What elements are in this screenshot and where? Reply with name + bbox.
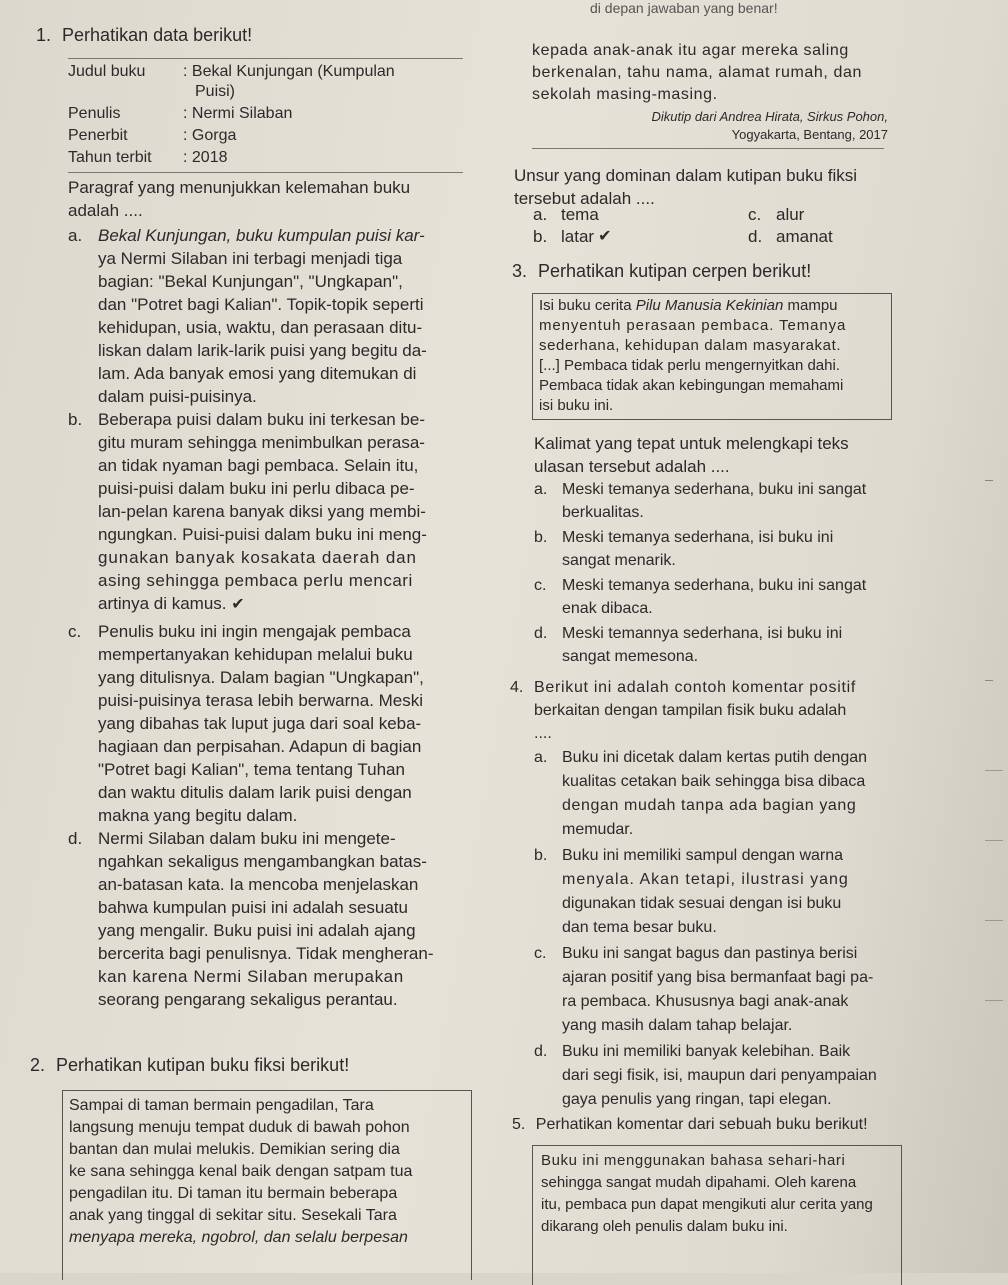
q1-option-d[interactable]: d. Nermi Silaban dalam buku ini mengete- ngahkan sekaligus mengambangkan batas- an-batasan kata. Ia mencoba menjelaskan bahwa kumpulan puisi ini adalah sesuatu yang mengalir. Buku puisi ini adalah ajang bercerita bagi penulisnya. Tidak mengheran- kan karena Nermi Silaban merupakan seorang pengarang sekaligus perantau.: [68, 829, 434, 1009]
q4-question: 4. Berikut ini adalah contoh komentar positif berkaitan dengan tampilan fisik buku adalah ....: [510, 676, 910, 745]
q4-number: 4.: [510, 679, 524, 696]
q2-options: [533, 204, 908, 248]
q5-number: 5.: [512, 1116, 526, 1133]
info-row-author: Penulis : Nermi Silaban: [68, 105, 293, 122]
q1-prompt: Perhatikan data berikut!: [62, 25, 253, 45]
q3-option-a[interactable]: a. Meski temanya sederhana, buku ini sangat berkualitas.: [534, 481, 867, 521]
q1-options: [68, 224, 488, 1011]
q3-options: [534, 478, 924, 668]
q4-option-a[interactable]: a. Buku ini dicetak dalam kertas putih dengan kualitas cetakan baik sehingga bisa dibaca dengan mudah tanpa ada bagian yang memudar.: [534, 749, 868, 838]
q2-option-c[interactable]: c. alur: [748, 205, 805, 224]
page-header-fragment: di depan jawaban yang benar!: [590, 0, 778, 16]
q3-prompt: Perhatikan kutipan cerpen berikut!: [538, 261, 812, 281]
q1-book-info: [68, 58, 463, 173]
info-row-publisher: Penerbit : Gorga: [68, 127, 237, 144]
margin-tick: [985, 840, 1003, 841]
margin-tick: [985, 480, 993, 481]
q3-option-d[interactable]: d. Meski temannya sederhana, isi buku ini sangat memesona.: [534, 625, 843, 665]
q5-prompt: Perhatikan komentar dari sebuah buku berikut!: [535, 1116, 868, 1133]
q5-excerpt-box: Buku ini menggunakan bahasa sehari-hari sehingga sangat mudah dipahami. Oleh karena itu, pembaca pun dapat mengikuti alur cerita yang dikarang oleh penulis dalam buku ini.: [532, 1145, 902, 1285]
margin-tick: [985, 680, 993, 681]
info-row-title-cont: Puisi): [195, 83, 236, 100]
q1-question: Paragraf yang menunjukkan kelemahan buku adalah ....: [68, 178, 411, 220]
q2-question: Unsur yang dominan dalam kutipan buku fiksi tersebut adalah ....: [514, 166, 858, 208]
q2-option-d[interactable]: d. amanat: [748, 227, 833, 246]
q4-option-c[interactable]: c. Buku ini sangat bagus dan pastinya berisi ajaran positif yang bisa bermanfaat bagi pa- ra pembaca. Khususnya bagi anak-anak yang masih dalam tahap belajar.: [534, 945, 874, 1034]
q1-heading: [36, 24, 252, 46]
q4-options: [534, 746, 924, 1112]
q2-number: 2.: [30, 1055, 46, 1075]
q3-heading: [512, 260, 811, 282]
info-row-title: Judul buku : Bekal Kunjungan (Kumpulan: [68, 63, 395, 80]
q1-number: 1.: [36, 25, 52, 45]
answer-check-mark: ✔: [231, 596, 245, 613]
answer-check-mark: ✔: [598, 228, 612, 245]
q1-option-a[interactable]: a. Bekal Kunjungan, buku kumpulan puisi kar- ya Nermi Silaban ini terbagi menjadi tiga bagian: "Bekal Kunjungan", "Ungkapan", dan "Potret bagi Kalian". Topik-topik seperti kehidupan, usia, waktu, dan perasaan ditu- liskan dalam larik-larik puisi yang begitu da- lam. Ada banyak emosi yang ditemukan di dalam puisi-puisinya.: [68, 226, 427, 406]
q2-excerpt-box-left: Sampai di taman bermain pengadilan, Tara langsung menuju tempat duduk di bawah pohon bantan dan mulai melukis. Demikian sering dia ke sana sehingga kenal baik dengan satpam tua pengadilan itu. Di taman itu bermain beberapa anak yang tinggal di sekitar situ. Sesekali Tara menyapa mereka, ngobrol, dan selalu berpesan: [62, 1090, 472, 1280]
q2-heading: [30, 1054, 349, 1076]
q1-option-c[interactable]: c. Penulis buku ini ingin mengajak pembaca mempertanyakan kehidupan melalui buku yang ditulisnya. Dalam bagian "Ungkapan", puisi-puisinya terasa lebih berwarna. Meski yang dibahas tak luput juga dari soal keba- hagiaan dan perpisahan. Adapun di bagian "Potret bagi Kalian", tema tentang Tuhan dan waktu ditulis dalam larik puisi dengan makna yang begitu dalam.: [68, 622, 424, 825]
info-row-year: Tahun terbit : 2018: [68, 149, 228, 166]
q3-option-c[interactable]: c. Meski temanya sederhana, buku ini sangat enak dibaca.: [534, 577, 867, 617]
q3-question: Kalimat yang tepat untuk melengkapi teks ulasan tersebut adalah ....: [534, 434, 849, 476]
q2-source: Dikutip dari Andrea Hirata, Sirkus Pohon, Yogyakarta, Bentang, 2017: [651, 109, 888, 142]
q3-excerpt-box: Isi buku cerita Pilu Manusia Kekinian mampu menyentuh perasaan pembaca. Temanya sederhana, kehidupan dalam masyarakat. [...] Pembaca tidak perlu mengernyitkan dahi. Pembaca tidak akan kebingungan memahami isi buku ini.: [532, 293, 892, 420]
q2-prompt: Perhatikan kutipan buku fiksi berikut!: [56, 1055, 350, 1075]
q1-option-b[interactable]: b. Beberapa puisi dalam buku ini terkesan be- gitu muram sehingga menimbulkan perasa- an tidak nyaman bagi pembaca. Selain itu, puisi-puisi dalam buku ini perlu dibaca pe- lan-pelan karena banyak diksi yang membi- ngungkan. Puisi-puisi dalam buku ini meng- gunakan banyak kosakata daerah dan asing sehingga pembaca perlu mencari artinya di kamus. ✔: [68, 410, 427, 613]
q5-heading: [512, 1114, 932, 1136]
q2-excerpt-right: kepada anak-anak itu agar mereka saling berkenalan, tahu nama, alamat rumah, dan sekolah masing-masing. Dikutip dari Andrea Hirata, Sirkus Pohon, Yogyakarta, Bentang, 2017: [532, 40, 888, 149]
q2-option-b[interactable]: b. latar ✔: [533, 227, 612, 246]
q4-option-b[interactable]: b. Buku ini memiliki sampul dengan warna menyala. Akan tetapi, ilustrasi yang digunakan tidak sesuai dengan isi buku dan tema besar buku.: [534, 847, 849, 936]
margin-tick: [985, 920, 1003, 921]
q3-option-b[interactable]: b. Meski temanya sederhana, isi buku ini sangat menarik.: [534, 529, 834, 569]
q4-option-d[interactable]: d. Buku ini memiliki banyak kelebihan. Baik dari segi fisik, isi, maupun dari penyampaian gaya penulis yang ringan, tapi elegan.: [534, 1043, 877, 1108]
margin-tick: [985, 1000, 1003, 1001]
q3-number: 3.: [512, 261, 528, 281]
q2-option-a[interactable]: a. tema: [533, 205, 599, 224]
margin-tick: [985, 770, 1003, 771]
